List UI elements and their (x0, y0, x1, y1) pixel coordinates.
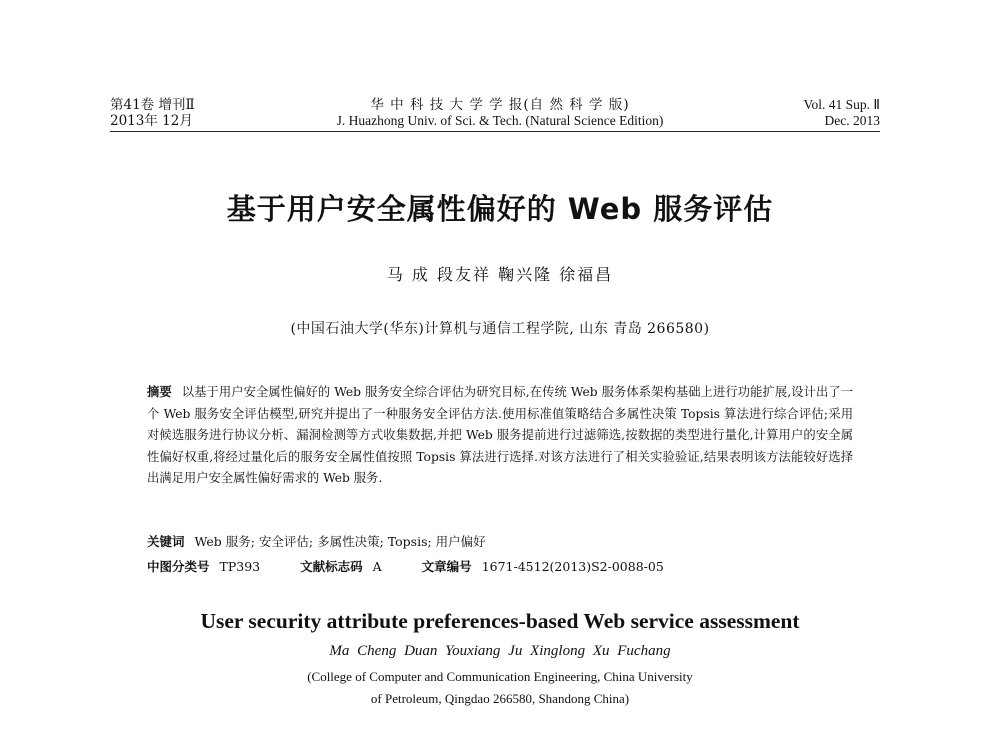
article-number-label: 文章编号 (421, 559, 472, 574)
volume-en: Vol. 41 Sup. Ⅱ (803, 97, 880, 112)
header-rule (110, 131, 880, 132)
date-en: Dec. 2013 (824, 113, 880, 128)
volume-issue: 第41卷 增刊Ⅱ (110, 97, 195, 113)
doc-code-value: A (372, 559, 382, 574)
keywords (147, 532, 486, 550)
authors-cn: 马 成 段友祥 鞠兴隆 徐福昌 (386, 265, 614, 284)
classification-line (147, 557, 664, 575)
keywords-label: 关键词 (147, 534, 185, 549)
abstract (147, 382, 853, 490)
authors-en: Ma Cheng Duan Youxiang Ju Xinglong Xu Fuchang (329, 643, 671, 659)
paper-title-cn: 基于用户安全属性偏好的 Web 服务评估 (226, 192, 774, 226)
paper-title-en: User security attribute preferences-based Web service assessment (200, 609, 800, 633)
keywords-text: Web 服务; 安全评估; 多属性决策; Topsis; 用户偏好 (194, 534, 486, 549)
journal-name-en: J. Huazhong Univ. of Sci. & Tech. (Natural Science Edition) (336, 113, 664, 128)
affiliation-en-line2: of Petroleum, Qingdao 266580, Shandong China) (370, 691, 630, 706)
clc-value: TP393 (219, 559, 261, 574)
publication-date: 2013年 12月 (110, 113, 193, 129)
affiliation-cn: (中国石油大学(华东)计算机与通信工程学院, 山东 青岛 266580) (290, 321, 710, 337)
article-number-value: 1671-4512(2013)S2-0088-05 (481, 559, 664, 574)
abstract-label: 摘要 (147, 385, 172, 399)
abstract-text: 以基于用户安全属性偏好的 Web 服务安全综合评估为研究目标,在传统 Web 服务体系架构基础上进行功能扩展,设计出了一个 Web 服务安全评估模型,研究并提出了一种服务安全评估方法.使用标准值策略结合多属性决策 Topsis 算法进行综合评估;采用对候选服务进行协议分析、漏洞检测等方式收集数据,并把 Web 服务提前进行过滤筛选,按数据的类型进行量化,计算用户的安全属性偏好权重,将经过量化后的服务安全属性值按照 Topsis 算法进行选择.对该方法进行了相关实验验证,结果表明该方法能较好选择出满足用户安全属性偏好需求的 Web 服务. (147, 385, 853, 485)
clc-label: 中图分类号 (147, 559, 210, 574)
journal-name-cn: 华 中 科 技 大 学 学 报(自 然 科 学 版) (370, 97, 630, 113)
doc-code-label: 文献标志码 (300, 559, 363, 574)
affiliation-en-line1: (College of Computer and Communication Engineering, China University (307, 669, 693, 684)
